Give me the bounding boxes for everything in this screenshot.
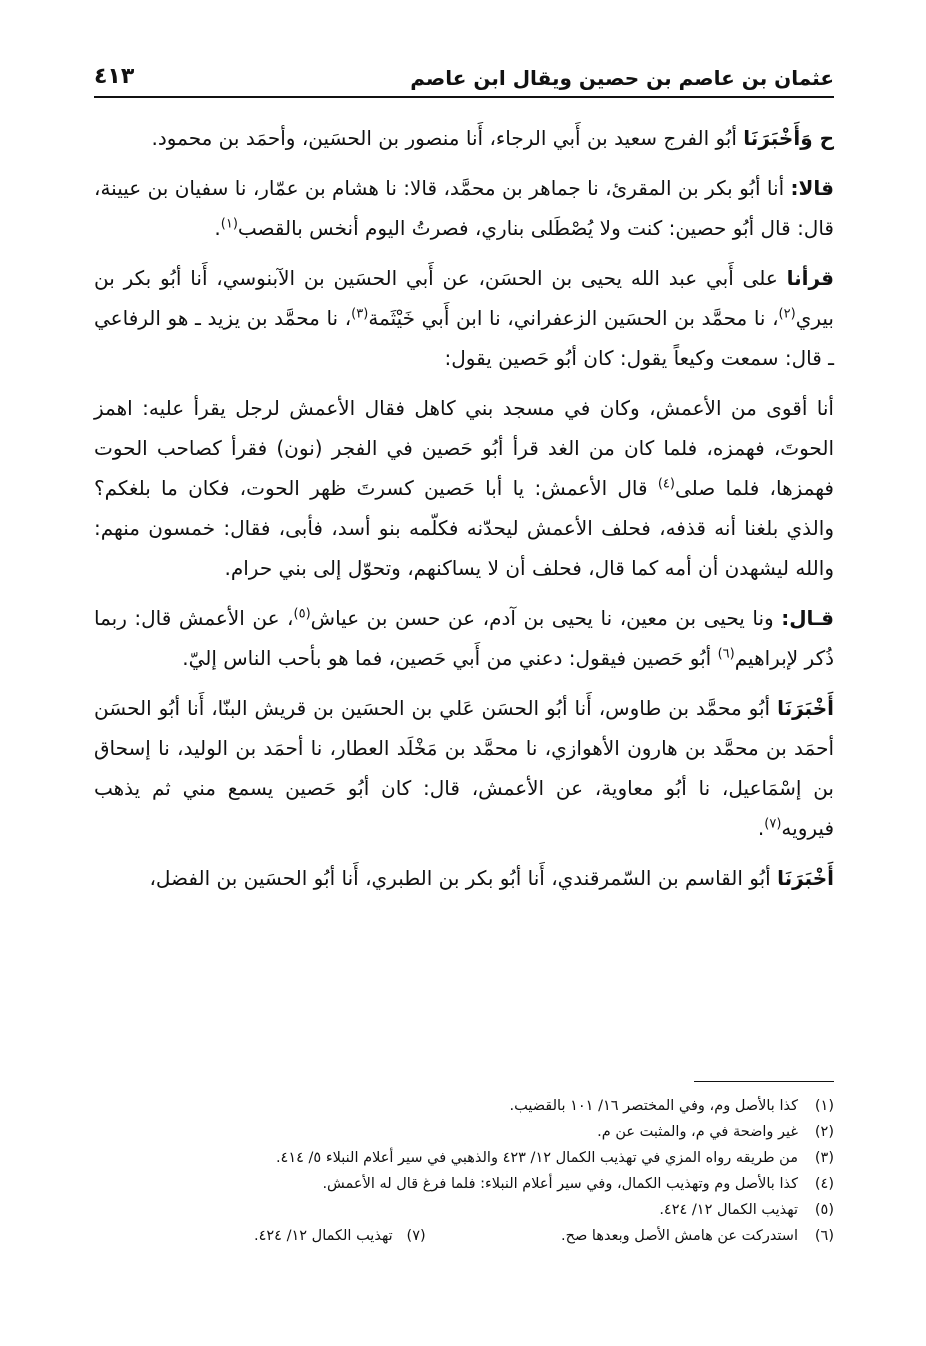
- footnote-text: تهذيب الكمال ١٢/ ٤٢٤.: [254, 1228, 393, 1244]
- footnote: [94, 1223, 426, 1249]
- footnote-ref: (٤): [657, 476, 675, 492]
- paragraph-text: أبُو حَصين فيقول: دعني من أَبي حَصين، فما هو بأحب الناس إليّ.: [182, 646, 718, 670]
- footnote-number: (٦): [814, 1228, 834, 1244]
- paragraph-lead: قـال:: [781, 606, 834, 630]
- footnote-ref: (٣): [351, 306, 369, 322]
- footnote-number: (٣): [814, 1150, 834, 1166]
- paragraph: [94, 388, 834, 588]
- footnote-pair: [94, 1223, 834, 1249]
- paragraph-text: أنا أقوى من الأعمش، وكان في مسجد بني كاهل فقال الأعمش لرجل يقرأ عليه: اهمز الحوتَ، فهمزه، فلما كان من الغد قرأ أبُو حَصين في الفجر (نون) فقرأ كصاحب الحوت فهمزها، فلما صلى: [94, 396, 834, 500]
- paragraph: [94, 598, 834, 678]
- page-header: [94, 62, 834, 98]
- footnote-number: (٤): [814, 1176, 834, 1192]
- footnote-ref: (٢): [778, 306, 796, 322]
- page-number: ٤١٣: [94, 64, 135, 89]
- footnote: [94, 1197, 834, 1223]
- footnote-separator: [694, 1081, 834, 1082]
- paragraph-lead: قرأنا: [786, 266, 834, 290]
- paragraph-text: أبُو الفرج سعيد بن أَبي الرجاء، أَنا منصور بن الحسَين، وأحمَد بن محمود.: [151, 126, 744, 150]
- footnote-number: (٥): [814, 1202, 834, 1218]
- paragraph-text: ، نا محمَّد بن الحسَين الزعفراني، نا ابن أَبي خَيْثَمة: [368, 306, 779, 330]
- paragraph: [94, 168, 834, 248]
- paragraph-text: .: [214, 216, 221, 240]
- footnote-ref: (٧): [764, 816, 782, 832]
- paragraph-text: قال الأعمش: يا أبا حَصين كسرتَ ظهر الحوت، فكان ما بلغكم؟ والذي بلغنا أنه قذفه، فحلف الأعمش ليحدّنه فكلّمه بنو أسد، فأبى، فقال: خمسون منهم: والله ليشهدن أن أمه كما قال، فحلف أن لا يساكنهم، وتحوّل إلى بني حرام.: [94, 476, 834, 580]
- footnote-text: كذا بالأصل وم وتهذيب الكمال، وفي سير أعلام النبلاء: فلما فرغ قال له الأعمش.: [322, 1176, 798, 1192]
- footnote: [94, 1145, 834, 1171]
- footnote-text: استدركت عن هامش الأصل وبعدها صح.: [561, 1228, 798, 1244]
- paragraph-text: .: [757, 816, 765, 840]
- footnote: [561, 1223, 834, 1249]
- paragraph-lead: أَخْبَرَنَا: [777, 696, 834, 720]
- footnote: [94, 1171, 834, 1197]
- footnote-ref: (١): [220, 216, 238, 232]
- footnote-number: (١): [814, 1098, 834, 1114]
- footnote-number: (٢): [814, 1124, 834, 1140]
- paragraph-lead: ح وَأَخْبَرَنَا: [743, 126, 834, 150]
- paragraph: [94, 258, 834, 378]
- running-title: عثمان بن عاصم بن حصين ويقال ابن عاصم: [410, 66, 834, 90]
- footnote-ref: (٥): [293, 606, 311, 622]
- footnote: [94, 1093, 834, 1119]
- paragraph-text: أنا أبُو بكر بن المقرئ، نا جماهر بن محمَّد، قالا: نا هشام بن عمّار، نا سفيان بن عيينة، قال: قال أبُو حصين: كنت ولا يُصْطَلى بناري، فصرتُ اليوم أنخس بالقصب: [94, 176, 834, 240]
- footnotes: [94, 1093, 834, 1249]
- paragraph: [94, 688, 834, 848]
- paragraph-text: على أَبي عبد الله يحيى بن الحسَن، عن أَبي الحسَين بن الآبنوسي، أَنا أبُو بكر بن بيري: [94, 266, 834, 330]
- footnote-number: (٧): [406, 1228, 426, 1244]
- paragraph: [94, 858, 834, 898]
- paragraph-lead: أَخْبَرَنَا: [777, 866, 834, 890]
- paragraph-lead: قالا:: [790, 176, 834, 200]
- paragraph-text: أبُو محمَّد بن طاوس، أَنا أبُو الحسَن عَلي بن الحسَين بن قريش البنّا، أَنا أبُو الحسَن أحمَد بن محمَّد بن هارون الأهوازي، نا محمَّد بن مَخْلَد العطار، نا أحمَد بن الوليد، نا إسحاق بن إسْمَاعيل، نا أبُو معاوية، عن الأعمش، قال: كان أبُو حَصين يسمع مني ثم يذهب فيرويه: [94, 696, 834, 840]
- paragraph-text: ونا يحيى بن معين، نا يحيى بن آدم، عن حسن بن عياش: [310, 606, 782, 630]
- main-text: [94, 118, 834, 906]
- footnote-ref: (٦): [717, 646, 735, 662]
- footnote: [94, 1119, 834, 1145]
- footnote-text: كذا بالأصل وم، وفي المختصر ١٦/ ١٠١ بالقضيب.: [509, 1098, 798, 1114]
- paragraph-text: ، نا محمَّد بن يزيد ـ هو الرفاعي ـ قال: سمعت وكيعاً يقول: كان أبُو حَصين يقول:: [94, 306, 834, 370]
- paragraph-text: أبُو القاسم بن السّمرقندي، أَنا أبُو بكر بن الطبري، أَنا أبُو الحسَين بن الفضل،: [149, 866, 778, 890]
- footnote-text: تهذيب الكمال ١٢/ ٤٢٤.: [659, 1202, 798, 1218]
- paragraph: [94, 118, 834, 158]
- footnote-text: غير واضحة في م، والمثبت عن م.: [597, 1124, 798, 1140]
- footnote-text: من طريقه رواه المزي في تهذيب الكمال ١٢/ ٤٢٣ والذهبي في سير أعلام النبلاء ٥/ ٤١٤.: [275, 1150, 798, 1166]
- paragraph-text: ، عن الأعمش قال: ربما ذُكر لإبراهيم: [94, 606, 834, 670]
